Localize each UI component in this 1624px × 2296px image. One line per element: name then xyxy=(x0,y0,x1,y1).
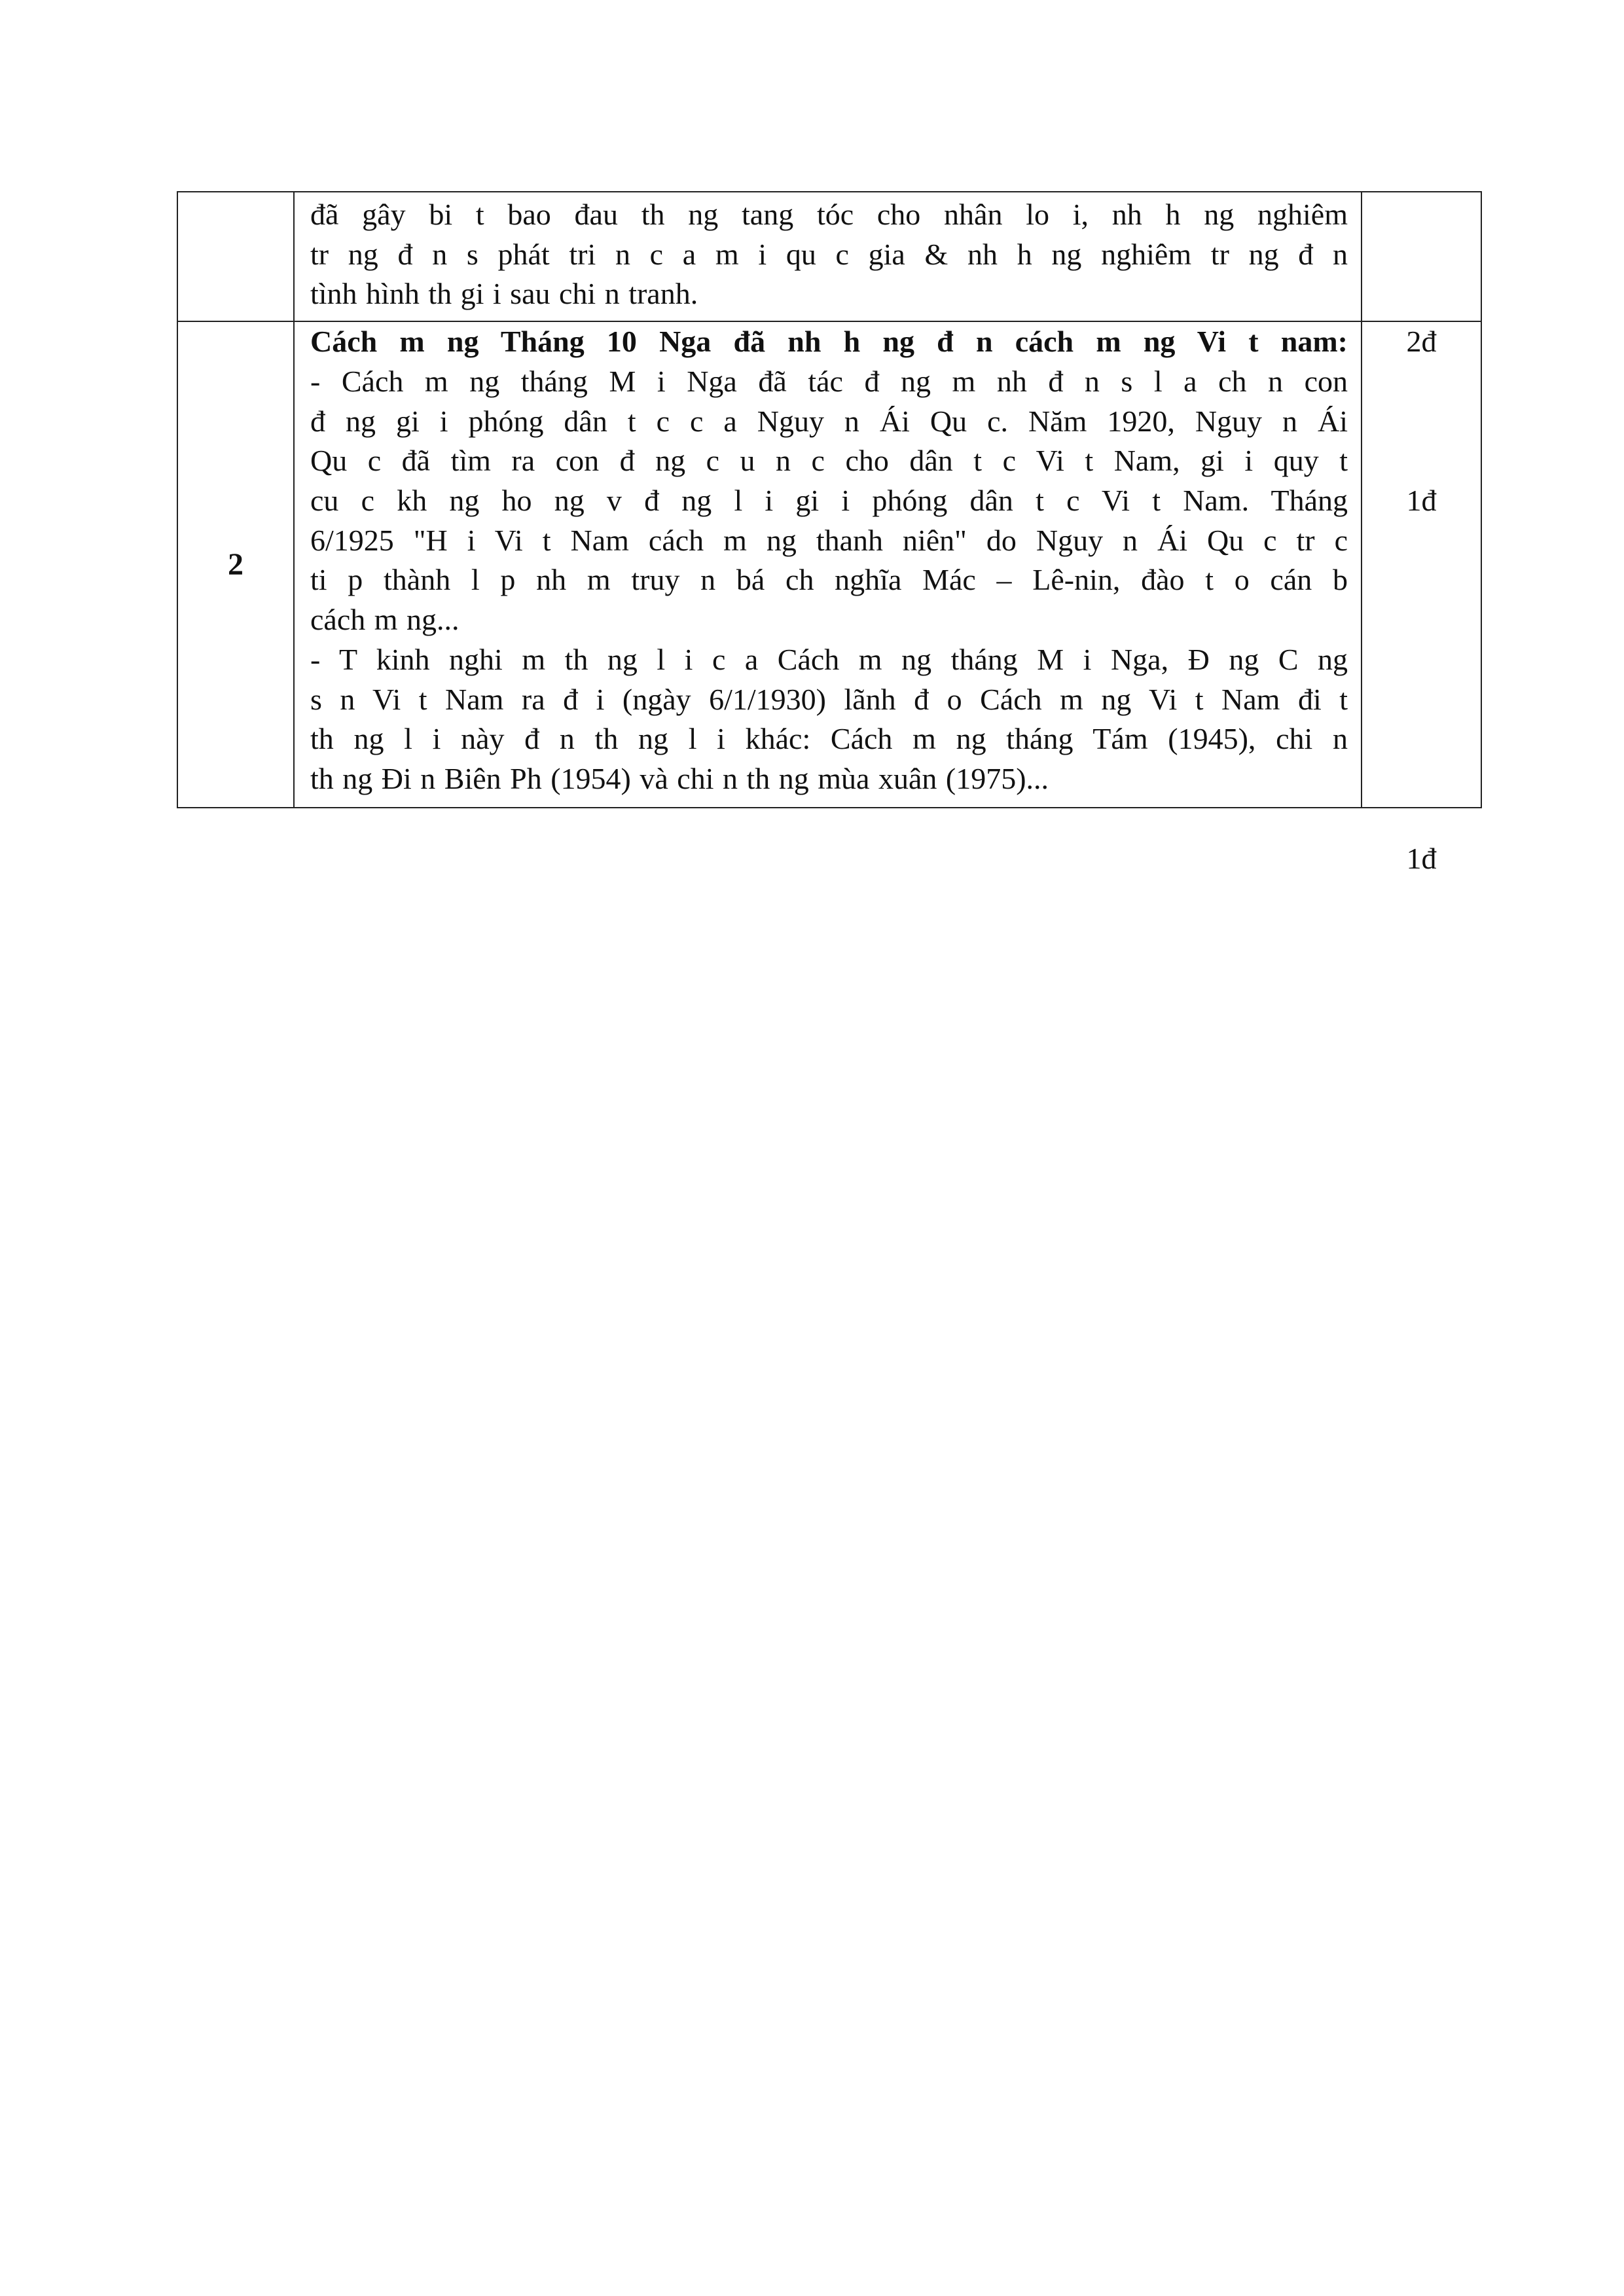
answer-line: cu c kh ng ho ng v đ ng l i gi i phóng dân t c Vi t Nam. Tháng xyxy=(310,484,1348,518)
answer-line: đ ng gi i phóng dân t c c a Nguy n Ái Qu c. Năm 1920, Nguy n Ái xyxy=(310,404,1348,438)
answer-line: th ng l i này đ n th ng l i khác: Cách m ng tháng Tám (1945), chi n xyxy=(310,722,1348,756)
answer-line: - T kinh nghi m th ng l i c a Cách m ng tháng M i Nga, Đ ng C ng xyxy=(310,642,1348,676)
answer-line: tình hình th gi i sau chi n tranh. xyxy=(310,277,698,311)
answer-line: ti p thành l p nh m truy n bá ch nghĩa Mác – Lê-nin, đào t o cán b xyxy=(310,563,1348,597)
answer-line: 6/1925 "H i Vi t Nam cách m ng thanh niên" do Nguy n Ái Qu c tr c xyxy=(310,523,1348,557)
score-value: 2đ xyxy=(1406,325,1437,359)
answer-line: Qu c đã tìm ra con đ ng c u n c cho dân t c Vi t Nam, gi i quy t xyxy=(310,444,1348,478)
table-row xyxy=(177,192,1481,321)
score-value: 1đ xyxy=(1406,484,1437,518)
answer-table xyxy=(177,191,1482,876)
answer-line: đã gây bi t bao đau th ng tang tóc cho nhân lo i, nh h ng nghiêm xyxy=(310,198,1348,231)
answer-content-cell xyxy=(294,192,1362,321)
score-cell xyxy=(1362,321,1481,876)
answer-line: tr ng đ n s phát tri n c a m i qu c gia & nh h ng nghiêm tr ng đ n xyxy=(310,237,1348,271)
answer-line: th ng Đi n Biên Ph (1954) và chi n th ng mùa xuân (1975)... xyxy=(310,762,1049,796)
score-value: 1đ xyxy=(1406,842,1437,876)
answer-heading: Cách m ng Tháng 10 Nga đã nh h ng đ n cách m ng Vi t nam: xyxy=(310,325,1348,359)
answer-line: cách m ng... xyxy=(310,603,460,637)
score-cell xyxy=(1362,192,1481,321)
question-number-cell xyxy=(177,192,294,321)
question-number-cell: 2 xyxy=(177,321,294,808)
table-row xyxy=(177,321,1481,808)
answer-line: - Cách m ng tháng M i Nga đã tác đ ng m nh đ n s l a ch n con xyxy=(310,364,1348,398)
answer-line: s n Vi t Nam ra đ i (ngày 6/1/1930) lãnh đ o Cách m ng Vi t Nam đi t xyxy=(310,682,1348,716)
answer-content-cell xyxy=(294,321,1362,808)
